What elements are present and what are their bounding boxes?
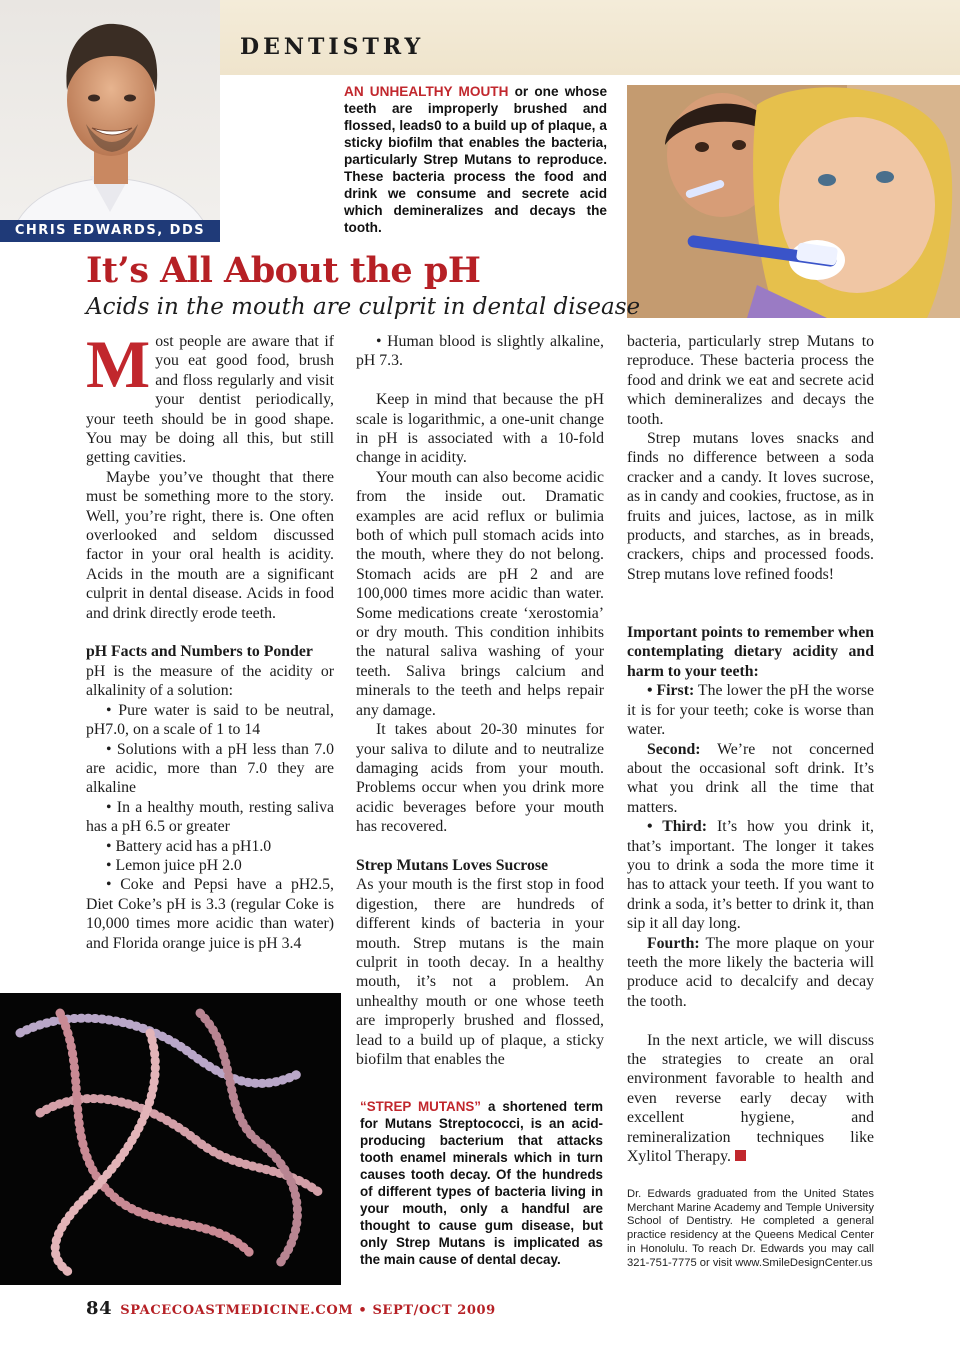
strep-heading: Strep Mutans Loves Sucrose [356,856,549,874]
closing-paragraph [627,1031,874,1167]
article-headline: It’s All About the pH [86,250,481,291]
ph-fact-item: • Pure water is said to be neutral, pH7.0, on a scale of 1 to 14 [86,701,334,739]
point-third [627,817,874,933]
pull-quote-top [344,83,607,236]
author-portrait-illustration [0,0,220,240]
point-first-label: • First: [647,682,695,700]
kids-brushing-photo [627,85,960,318]
point-second-text: We’re not concerned about the occasional soft drink. It’s what you drink all the time that matters. [627,740,874,816]
publication-line: SPACECOASTMEDICINE.COM • SEPT/OCT 2009 [120,1303,496,1318]
ph-fact-item: • Solutions with a pH less than 7.0 are acidic, more than 7.0 they are alkaline [86,740,334,797]
col3-paragraph-2: Strep mutans loves snacks and finds no difference between a soda cracker and a candy. It loves sucrose, as in candy and cookies, fructose, as in fruits and juices, lactose, as in milk products, and starches, as in breads, crackers, chips and processed foods. Strep mutans love refined foods! [627,430,874,583]
point-third-label: • Third: [647,818,707,836]
section-title: DENTISTRY [240,34,425,60]
col2-paragraph-1: Keep in mind that because the pH scale is logarithmic, a one-unit change in pH is associated with a 10-fold change in acidity. [356,391,604,467]
col1-paragraph-1: ost people are aware that if you eat good food, brush and floss regularly and visit your dentist periodically, your teeth should be in good shape. You may be doing all this, but still getting cavities. [86,333,334,467]
col2-paragraph-2: Your mouth can also become acidic from the inside out. Dramatic examples are acid reflux or bulimia both of which pull stomach acids into the mouth, where they do not belong. Stomach acids are pH 2 and are 100,000 times more acidic than water. Some medications create ‘xerostomia’ or dry mouth. This condition inhibits the natural saliva washing of your teeth. Saliva brings calcium and minerals to the teeth and helps repair any damage. [356,468,604,719]
point-fourth-label: Fourth: [647,934,700,952]
col1-paragraph-2: Maybe you’ve thought that there must be something more to the story. Well, you’re right, there is. One often overlooked and seldom discussed factor in your oral health is acidity. Acids in the mouth are a significant culprit in dental disease. Acids in food and drink directly erode teeth. [86,468,334,622]
closing-text: In the next article, we will discuss the strategies to create an oral environment favorable to health and even reverse early decay with excellent hygiene, and remineralization techniques like Xylitol Therapy. [627,1031,874,1166]
col2-paragraph-4: As your mouth is the first stop in food digestion, there are hundreds of different kinds of bacteria in your mouth. Strep mutans is the main culprit in tooth decay. In a healthy mouth, it’s not a problem. An unhealthy mouth or one whose teeth are improperly brushed and flossed, lead to a build up of plaque, a sticky biofilm that enables the [356,876,604,1068]
article-column-3 [627,332,874,1166]
kids-brushing-illustration [627,85,960,318]
pull-quote-top-text: or one whose teeth are improperly brushed and flossed, leads0 to a build up of plaque, a sticky biofilm that enables the bacteria, particularly Strep Mutans to reproduce. These bacteria process the food and drink we consume and secrete acid which demineralizes and decays the tooth. [344,84,607,235]
ph-fact-item: • Coke and Pepsi have a pH2.5, Diet Coke’s pH is 3.3 (regular Coke is 10,000 times more acidic than water) and Florida orange juice is pH 3.4 [86,876,334,952]
article-column-2 [356,332,604,1069]
pull-quote-strep-lead: “STREP MUTANS” [360,1099,482,1114]
col3-paragraph-1: bacteria, particularly strep Mutans to reproduce. These bacteria process the food and drink we eat and secrete acid which demineralizes and decays the tooth. [627,333,874,428]
point-second-label: Second: [647,740,701,758]
point-fourth-text: The more plaque on your teeth the more likely the bacteria will produce acid to decalcify and decay the tooth. [627,934,874,1010]
strep-chain-illustration [0,993,341,1285]
pull-quote-strep [360,1098,603,1268]
page-number: 84 [86,1298,113,1319]
article-subhead: Acids in the mouth are culprit in dental disease [86,294,641,320]
pull-quote-top-lead: AN UNHEALTHY MOUTH [344,84,509,99]
col2-paragraph-3: It takes about 20-30 minutes for your saliva to dilute and to neutralize damaging acids from your mouth. Problems occur when you drink more acidic beverages before your mouth has recovered. [356,721,604,836]
end-mark-icon [735,1150,746,1161]
ph-fact-item: • Battery acid has a pH1.0 [106,837,272,855]
ph-facts-heading: pH Facts and Numbers to Ponder [86,643,313,661]
page-footer [86,1298,496,1319]
author-portrait [0,0,220,240]
ph-fact-item: • Lemon juice pH 2.0 [106,856,242,874]
author-bio: Dr. Edwards graduated from the United States Merchant Marine Academy and Temple University School of Dentistry. He completed a general practice residency at the Queens Medical Center in Honolulu. To reach Dr. Edwards you may call 321-751-7775 or visit www.SmileDesignCenter.us [627,1188,874,1269]
article-column-1 [86,326,334,953]
strep-bacteria-photo [0,993,341,1285]
col2-blood-bullet: • Human blood is slightly alkaline, pH 7.3. [356,333,604,370]
pull-quote-strep-text: a shortened term for Mutans Streptococci, is an acid-producing bacterium that attacks tooth enamel minerals which in turn causes tooth decay. Of the hundreds of different types of bacteria living in your mouth, only a handful are thought to cause gum disease, but only Strep Mutans is implicated as the main cause of dental decay. [360,1099,603,1267]
drop-cap: M [86,326,151,402]
ph-facts-intro: pH is the measure of the acidity or alkalinity of a solution: [86,662,334,700]
ph-fact-item: • In a healthy mouth, resting saliva has a pH 6.5 or greater [86,798,334,836]
point-first [627,681,874,739]
point-fourth [627,934,874,1012]
point-first-text: The lower the pH the worse it is for your teeth; coke is worse than water. [627,682,874,739]
point-third-text: It’s how you drink it, that’s important. The longer it takes you to drink a soda the more time it has to attack your teeth. If you want to drink a soda, it’s better to drink it, than sip it all day long. [627,818,874,933]
author-name-bar: CHRIS EDWARDS, DDS [0,220,220,242]
point-second [627,740,874,818]
important-points-heading: Important points to remember when contemplating dietary acidity and harm to your teeth: [627,624,874,680]
